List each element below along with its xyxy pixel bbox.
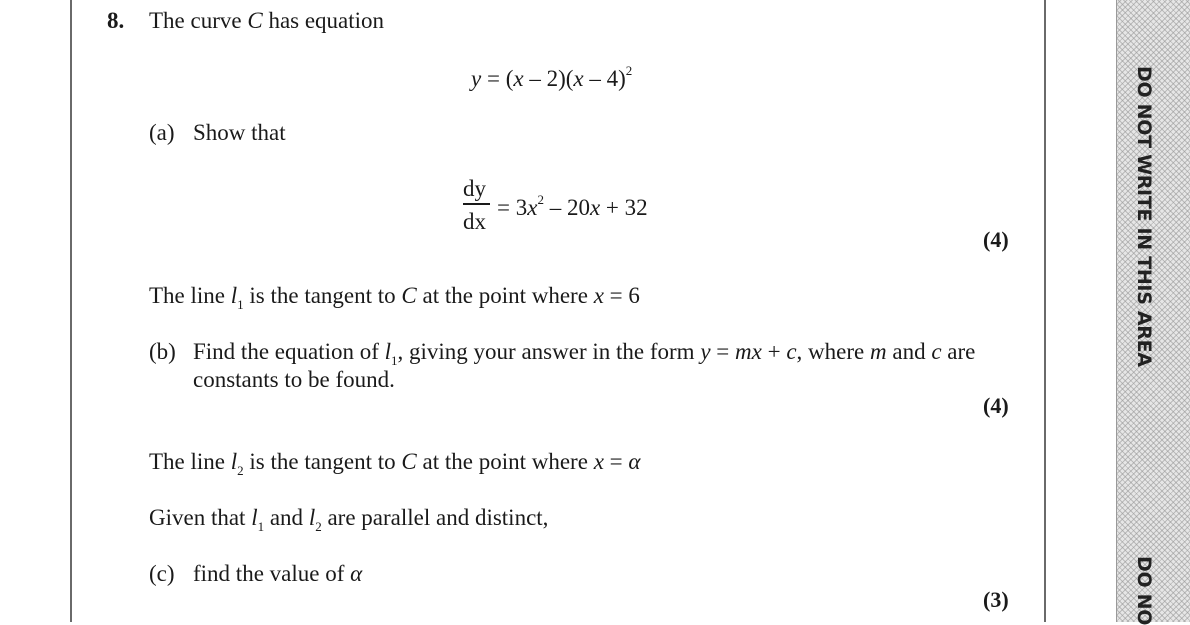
rhs-mid: – 20 <box>543 195 590 220</box>
derivative-numerator: dy <box>463 176 486 201</box>
given-sub1: 1 <box>257 519 265 534</box>
l1-curve: C <box>401 283 417 308</box>
part-b-line1 <box>193 340 975 367</box>
l2-curve: C <box>401 449 417 474</box>
equation-end: – 4) <box>583 66 626 91</box>
b-and: and <box>892 339 926 364</box>
part-c-text <box>193 562 362 585</box>
c-alpha: α <box>350 561 363 586</box>
question-number: 8. <box>107 8 125 33</box>
b-m2: m <box>869 339 887 364</box>
part-b-label: (b) <box>149 339 176 364</box>
equation-power: 2 <box>625 63 633 78</box>
intro-end-text: has equation <box>268 8 385 33</box>
part-b-marks: (4) <box>983 393 1009 418</box>
b-eq: = <box>710 339 736 364</box>
rhs-end: + 32 <box>600 195 648 220</box>
l2-x: x <box>593 449 604 474</box>
l1-x: x <box>593 283 604 308</box>
l1-after: at the point where <box>422 283 588 308</box>
rhs-power: 2 <box>537 192 544 207</box>
margin-note-main: DO NOT WRITE IN THIS AREA <box>1133 66 1155 367</box>
rhs-start: = 3 <box>497 195 528 220</box>
b-plus: + <box>761 339 787 364</box>
l1-subscript: 1 <box>237 297 244 312</box>
given-l2: l <box>308 505 316 530</box>
intro-text: The curve <box>149 8 242 33</box>
given-prefix: Given that <box>149 505 246 530</box>
l1-value: = 6 <box>609 283 640 308</box>
l2-alpha: α <box>628 449 641 474</box>
l2-prefix: The line <box>149 449 225 474</box>
l1-symbol: l <box>230 283 238 308</box>
b-text1: Find the equation of <box>193 339 379 364</box>
given-l1: l <box>251 505 258 530</box>
l2-value: = <box>609 449 629 474</box>
b-c: c <box>786 339 797 364</box>
given-statement <box>149 506 548 533</box>
equation-x2: x <box>573 66 584 91</box>
line-l1-statement <box>149 284 640 311</box>
equation-eq: = ( <box>481 66 514 91</box>
rhs-x2: x <box>589 195 601 220</box>
part-a-text: Show that <box>193 120 286 145</box>
part-a-marks: (4) <box>983 227 1009 252</box>
l1-middle: is the tangent to <box>249 283 396 308</box>
b-l-subscript: 1 <box>391 353 398 368</box>
page-frame-left <box>70 0 72 622</box>
rhs-x1: x <box>527 195 538 220</box>
b-text3: , where <box>796 339 865 364</box>
b-c2: c <box>931 339 942 364</box>
curve-equation <box>471 64 632 90</box>
page-frame-right <box>1044 0 1046 622</box>
part-c-label: (c) <box>149 561 175 586</box>
given-suffix: are parallel and distinct, <box>327 505 549 530</box>
part-c-marks: (3) <box>983 587 1009 612</box>
l2-symbol: l <box>230 449 238 474</box>
line-l2-statement <box>149 450 640 477</box>
b-are: are <box>947 339 976 364</box>
part-b-line2: constants to be found. <box>193 367 395 392</box>
given-sub2: 2 <box>315 519 322 534</box>
l1-prefix: The line <box>149 283 225 308</box>
derivative-rhs <box>497 193 648 219</box>
given-and: and <box>269 505 304 530</box>
l2-after: at the point where <box>422 449 588 474</box>
margin-note-partial: DO NO <box>1133 556 1155 625</box>
c-text: find the value of <box>193 561 345 586</box>
equation-y: y <box>471 66 482 91</box>
fraction-bar <box>463 203 490 205</box>
l2-subscript: 2 <box>237 463 244 478</box>
b-mx: mx <box>735 339 762 364</box>
curve-symbol: C <box>247 8 263 33</box>
equation-x1: x <box>513 66 524 91</box>
equation-mid: – 2)( <box>523 66 574 91</box>
b-l-symbol: l <box>384 339 392 364</box>
l2-middle: is the tangent to <box>249 449 396 474</box>
b-text2: , giving your answer in the form <box>397 339 695 364</box>
derivative-denominator: dx <box>463 209 486 234</box>
b-y: y <box>700 339 711 364</box>
part-a-label: (a) <box>149 120 175 145</box>
question-intro <box>149 9 384 32</box>
